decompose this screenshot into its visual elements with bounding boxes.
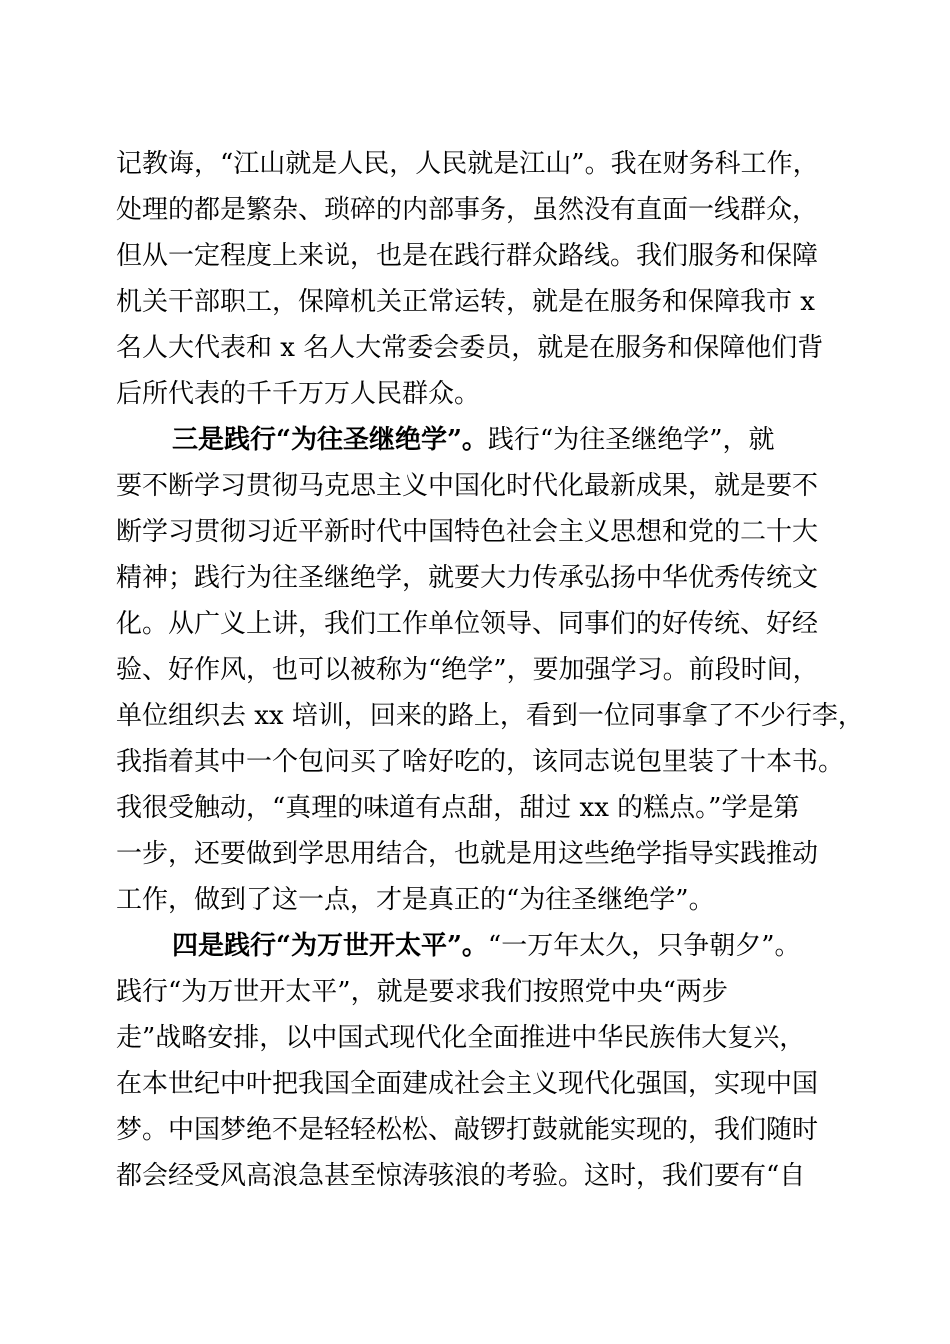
text-line: 验、好作风，也可以被称为“绝学”，要加强学习。前段时间，	[116, 655, 819, 685]
paragraph-1	[116, 141, 846, 417]
text-line: 我很受触动，“真理的味道有点甜，甜过 xx 的糕点。”学是第	[116, 793, 800, 823]
paragraph-lead-line	[116, 923, 846, 969]
text-line: 但从一定程度上来说，也是在践行群众路线。我们服务和保障	[116, 241, 819, 271]
text-line: 我指着其中一个包问买了啥好吃的，该同志说包里装了十本书。	[116, 747, 845, 777]
paragraph-lead-line	[116, 417, 846, 463]
document-body	[116, 141, 864, 1199]
text-line: 处理的都是繁杂、琐碎的内部事务，虽然没有直面一线群众，	[116, 195, 819, 225]
text-line: 后所代表的千千万万人民群众。	[116, 379, 481, 409]
text-line: 都会经受风高浪急甚至惊涛骇浪的考验。这时，我们要有“自	[116, 1161, 806, 1191]
text-line: 要不断学习贯彻马克思主义中国化时代化最新成果，就是要不	[116, 471, 819, 501]
text-line: 在本世纪中叶把我国全面建成社会主义现代化强国，实现中国	[116, 1069, 819, 1099]
text-line: 记教诲，“江山就是人民，人民就是江山”。我在财务科工作，	[116, 149, 819, 179]
text-line: 断学习贯彻习近平新时代中国特色社会主义思想和党的二十大	[116, 517, 819, 547]
paragraph-lead-text: “一万年太久，只争朝夕”。	[487, 931, 801, 961]
paragraph-lead-text: 践行“为往圣继绝学”，就	[487, 425, 775, 455]
text-line: 机关干部职工，保障机关正常运转，就是在服务和保障我市 x	[116, 287, 815, 317]
text-line: 名人大代表和 x 名人大常委会委员，就是在服务和保障他们背	[116, 333, 824, 363]
text-line: 一步，还要做到学思用结合，也就是用这些绝学指导实践推动	[116, 839, 819, 869]
text-line: 践行“为万世开太平”，就是要求我们按照党中央“两步	[116, 977, 728, 1007]
paragraph-3	[116, 923, 846, 1199]
text-line: 走”战略安排，以中国式现代化全面推进中华民族伟大复兴，	[116, 1023, 806, 1053]
paragraph-2	[116, 417, 864, 923]
text-line: 化。从广义上讲，我们工作单位领导、同事们的好传统、好经	[116, 609, 819, 639]
text-line: 单位组织去 xx 培训，回来的路上，看到一位同事拿了不少行李，	[116, 701, 864, 731]
text-line: 梦。中国梦绝不是轻轻松松、敲锣打鼓就能实现的，我们随时	[116, 1115, 819, 1145]
text-line: 精神；践行为往圣继绝学，就要大力传承弘扬中华优秀传统文	[116, 563, 819, 593]
paragraph-heading: 四是践行“为万世开太平”。	[172, 931, 488, 961]
paragraph-heading: 三是践行“为往圣继绝学”。	[172, 425, 488, 455]
text-line: 工作，做到了这一点，才是真正的“为往圣继绝学”。	[116, 885, 715, 915]
